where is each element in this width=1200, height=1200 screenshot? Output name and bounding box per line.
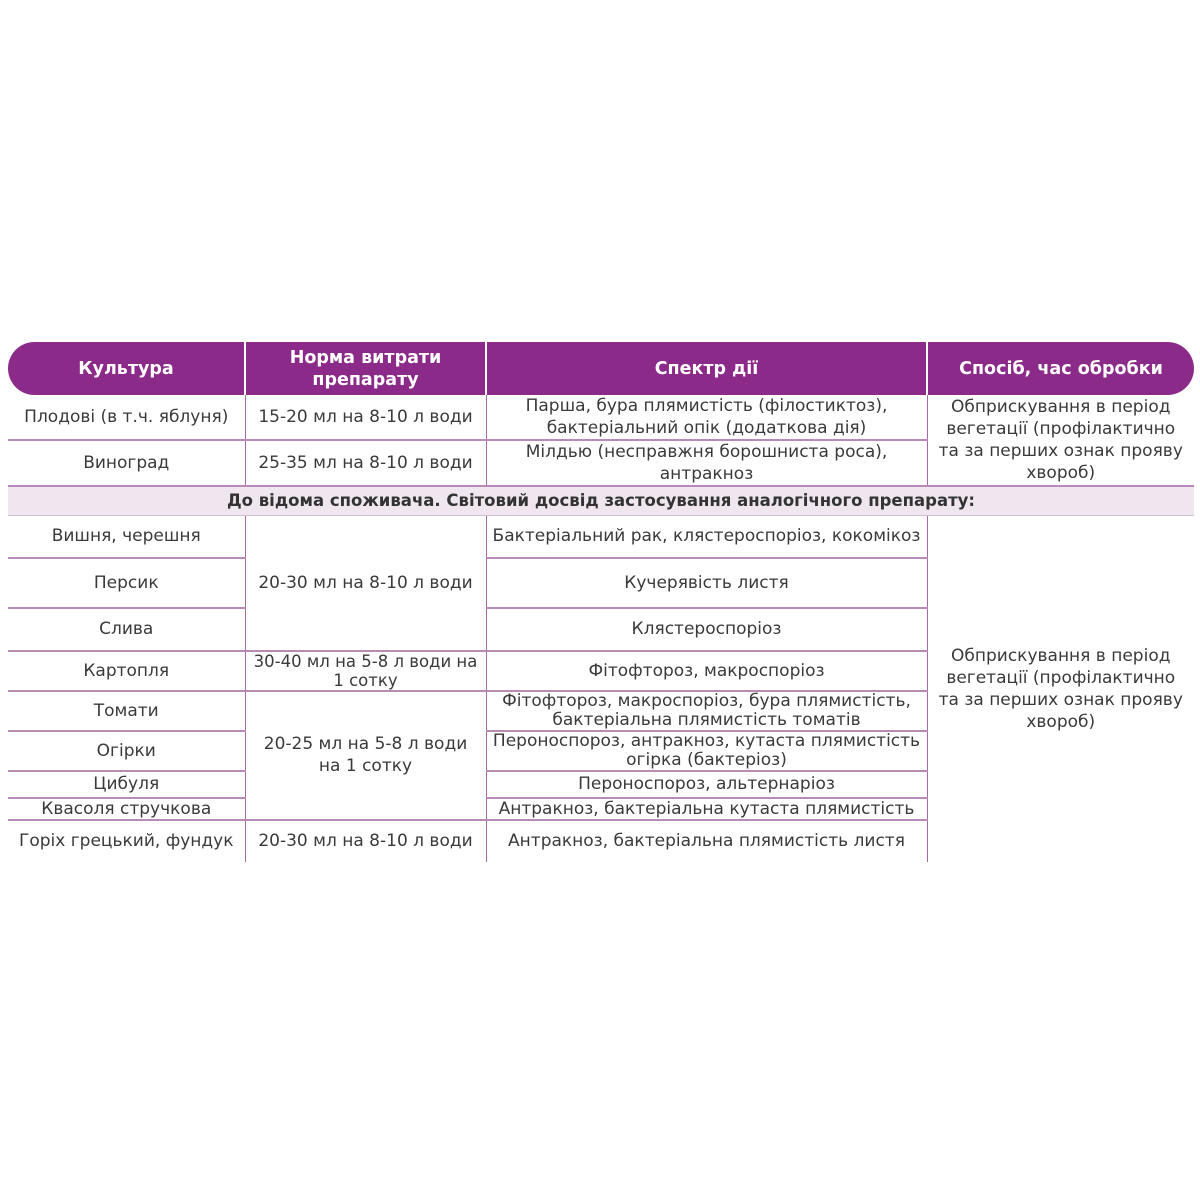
rate-cell: 30-40 мл на 5-8 л води на 1 сотку <box>245 651 486 691</box>
treatment-table <box>8 342 1194 862</box>
crop-cell: Горіх грецький, фундук <box>8 820 245 862</box>
table-row <box>8 516 1194 558</box>
header-row <box>8 342 1194 395</box>
spectrum-cell: Антракноз, бактеріальна плямистість листя <box>486 820 927 862</box>
spectrum-cell: Антракноз, бактеріальна кутаста плямистість <box>486 798 927 820</box>
crop-cell: Виноград <box>8 440 245 486</box>
rate-cell: 25-35 мл на 8-10 л води <box>245 440 486 486</box>
header-spectrum: Спектр дії <box>486 342 927 395</box>
crop-cell: Картопля <box>8 651 245 691</box>
spectrum-cell: Бактеріальний рак, клястероспоріоз, кокомікоз <box>486 516 927 558</box>
spectrum-cell: Мілдью (несправжня борошниста роса), антракноз <box>486 440 927 486</box>
treatment-table-container <box>8 342 1194 862</box>
spectrum-cell: Фітофтороз, макроспоріоз <box>486 651 927 691</box>
consumer-notice-row <box>8 486 1194 516</box>
crop-cell: Плодові (в т.ч. яблуня) <box>24 407 229 427</box>
method-cell: Обприскування в період вегетації (профілактично та за перших ознак прояву хвороб) <box>927 395 1194 486</box>
crop-cell: Цибуля <box>8 771 245 798</box>
spectrum-cell: Фітофтороз, макроспоріоз, бура плямистість, бактеріальна плямистість томатів <box>486 691 927 731</box>
crop-cell: Квасоля стручкова <box>8 798 245 820</box>
crop-cell: Вишня, черешня <box>51 526 201 547</box>
crop-cell: Огірки <box>8 731 245 771</box>
crop-cell: Персик <box>8 558 245 608</box>
rate-cell: 20-25 мл на 5-8 л води на 1 сотку <box>245 691 486 820</box>
rate-cell: 20-30 мл на 8-10 л води <box>245 516 486 651</box>
consumer-notice: До відома споживача. Світовий досвід застосування аналогічного препарату: <box>8 486 1194 516</box>
table-row <box>8 395 1194 440</box>
crop-cell: Слива <box>8 608 245 651</box>
spectrum-cell: Кучерявість листя <box>486 558 927 608</box>
header-rate: Норма витрати препарату <box>245 342 486 395</box>
rate-cell: 15-20 мл на 8-10 л води <box>245 395 486 440</box>
crop-cell: Томати <box>8 691 245 731</box>
spectrum-cell: Пероноспороз, антракноз, кутаста плямистість огірка (бактеріоз) <box>486 731 927 771</box>
header-method: Спосіб, час обробки <box>927 342 1194 395</box>
method-cell: Обприскування в період вегетації (профілактично та за перших ознак прояву хвороб) <box>927 516 1194 862</box>
rate-cell: 20-30 мл на 8-10 л води <box>245 820 486 862</box>
spectrum-cell: Парша, бура плямистість (філостиктоз), бактеріальний опік (додаткова дія) <box>486 395 927 440</box>
spectrum-cell: Клястероспоріоз <box>486 608 927 651</box>
header-crop: Культура <box>8 342 245 395</box>
spectrum-cell: Пероноспороз, альтернаріоз <box>486 771 927 798</box>
